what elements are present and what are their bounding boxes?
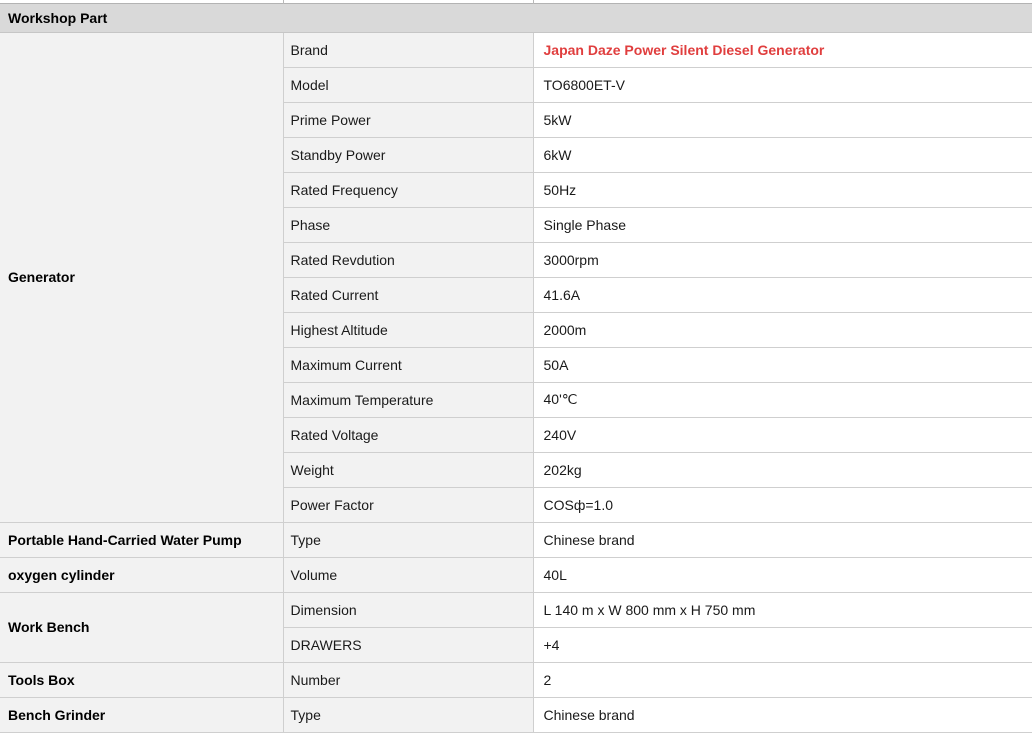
- part-name-cell: Bench Grinder: [0, 697, 283, 732]
- value-cell: 202kg: [533, 452, 1032, 487]
- part-name-cell: oxygen cylinder: [0, 557, 283, 592]
- attribute-cell: Type: [283, 697, 533, 732]
- table-row: [0, 697, 1032, 732]
- value-cell: 50A: [533, 347, 1032, 382]
- value-cell: Single Phase: [533, 207, 1032, 242]
- attribute-cell: Power Factor: [283, 487, 533, 522]
- value-cell: 2: [533, 662, 1032, 697]
- value-cell: L 140 m x W 800 mm x H 750 mm: [533, 592, 1032, 627]
- attribute-cell: Rated Revdution: [283, 242, 533, 277]
- attribute-cell: Model: [283, 67, 533, 102]
- part-name-cell: Work Bench: [0, 592, 283, 662]
- value-cell: 3000rpm: [533, 242, 1032, 277]
- value-cell: 240V: [533, 417, 1032, 452]
- value-cell: 6kW: [533, 137, 1032, 172]
- attribute-cell: Number: [283, 662, 533, 697]
- attribute-cell: Brand: [283, 32, 533, 67]
- value-cell: 5kW: [533, 102, 1032, 137]
- attribute-cell: Standby Power: [283, 137, 533, 172]
- attribute-cell: Maximum Temperature: [283, 382, 533, 417]
- value-cell-highlighted: Japan Daze Power Silent Diesel Generator: [533, 32, 1032, 67]
- table-section-header: [0, 3, 1032, 32]
- value-cell: Chinese brand: [533, 522, 1032, 557]
- attribute-cell: Prime Power: [283, 102, 533, 137]
- table-row: [0, 662, 1032, 697]
- attribute-cell: Weight: [283, 452, 533, 487]
- value-cell: 40'℃: [533, 382, 1032, 417]
- part-name-cell: Portable Hand-Carried Water Pump: [0, 522, 283, 557]
- value-cell: Chinese brand: [533, 697, 1032, 732]
- table-row: [0, 557, 1032, 592]
- value-cell: +4: [533, 627, 1032, 662]
- value-cell: 2000m: [533, 312, 1032, 347]
- attribute-cell: Highest Altitude: [283, 312, 533, 347]
- value-cell: 40L: [533, 557, 1032, 592]
- value-cell: COSф=1.0: [533, 487, 1032, 522]
- value-cell: 41.6A: [533, 277, 1032, 312]
- table-row: [0, 522, 1032, 557]
- attribute-cell: Phase: [283, 207, 533, 242]
- part-name-cell: Tools Box: [0, 662, 283, 697]
- attribute-cell: Rated Frequency: [283, 172, 533, 207]
- attribute-cell: Dimension: [283, 592, 533, 627]
- cutoff-row-bottom: [0, 733, 1032, 737]
- attribute-cell: Maximum Current: [283, 347, 533, 382]
- part-name-cell: Generator: [0, 32, 283, 522]
- value-cell: TO6800ET-V: [533, 67, 1032, 102]
- attribute-cell: Rated Current: [283, 277, 533, 312]
- attribute-cell: Type: [283, 522, 533, 557]
- attribute-cell: DRAWERS: [283, 627, 533, 662]
- section-title: Workshop Part: [0, 3, 1032, 32]
- table-row: [0, 592, 1032, 627]
- value-cell: 50Hz: [533, 172, 1032, 207]
- attribute-cell: Volume: [283, 557, 533, 592]
- attribute-cell: Rated Voltage: [283, 417, 533, 452]
- table-row: [0, 32, 1032, 67]
